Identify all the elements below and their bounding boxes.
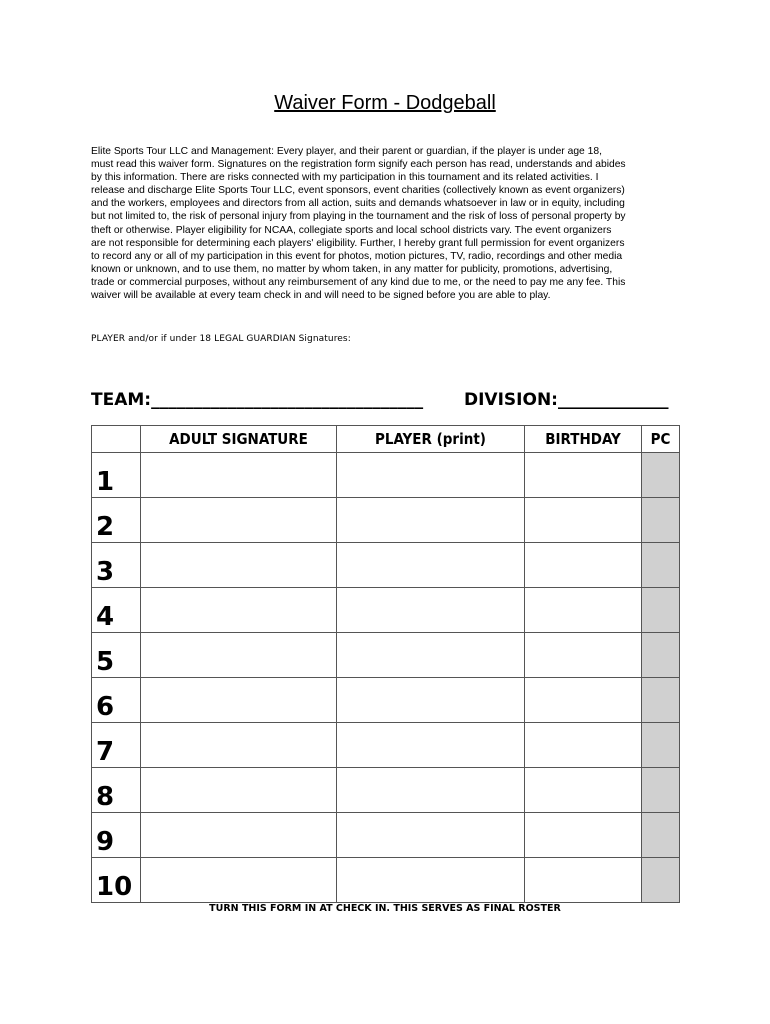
row-number: 2 bbox=[92, 498, 141, 543]
table-row bbox=[92, 723, 680, 768]
player-print-cell[interactable] bbox=[337, 543, 525, 588]
birthday-cell[interactable] bbox=[525, 858, 642, 903]
table-row bbox=[92, 813, 680, 858]
waiver-line: to record any or all of my participation in this event for photos, motion pictures, TV, radio, recordings and other media bbox=[91, 250, 623, 262]
adult-signature-cell[interactable] bbox=[141, 768, 337, 813]
waiver-line: theft or otherwise. Player eligibility for NCAA, collegiate sports and local school districts vary. The event organizers bbox=[91, 224, 612, 236]
pc-cell bbox=[642, 633, 680, 678]
birthday-cell[interactable] bbox=[525, 678, 642, 723]
pc-cell bbox=[642, 813, 680, 858]
row-number: 3 bbox=[92, 543, 141, 588]
adult-signature-cell[interactable] bbox=[141, 453, 337, 498]
pc-cell bbox=[642, 858, 680, 903]
row-number: 8 bbox=[92, 768, 141, 813]
birthday-cell[interactable] bbox=[525, 723, 642, 768]
row-number: 1 bbox=[92, 453, 141, 498]
table-row bbox=[92, 633, 680, 678]
adult-signature-cell[interactable] bbox=[141, 543, 337, 588]
player-print-cell[interactable] bbox=[337, 633, 525, 678]
birthday-cell[interactable] bbox=[525, 813, 642, 858]
player-print-cell[interactable] bbox=[337, 723, 525, 768]
header-pc: PC bbox=[642, 426, 680, 453]
team-field[interactable]: TEAM:________________________________ bbox=[91, 390, 424, 410]
row-number: 10 bbox=[92, 858, 141, 903]
header-player-print: PLAYER (print) bbox=[337, 426, 525, 453]
waiver-line: release and discharge Elite Sports Tour LLC, event sponsors, event charities (collectively known as event organizers) bbox=[91, 185, 625, 197]
waiver-line: by this information. There are risks connected with my participation in this tournament and its related activities. I bbox=[91, 172, 599, 184]
header-birthday: BIRTHDAY bbox=[525, 426, 642, 453]
row-number: 5 bbox=[92, 633, 141, 678]
waiver-line: waiver will be available at every team check in and will need to be signed before you are able to play. bbox=[91, 290, 551, 302]
waiver-line: trade or commercial purposes, without any reimbursement of any kind due to me, or the need to pay me any fee. This bbox=[91, 276, 626, 288]
table-row bbox=[92, 543, 680, 588]
birthday-cell[interactable] bbox=[525, 768, 642, 813]
adult-signature-cell[interactable] bbox=[141, 498, 337, 543]
pc-cell bbox=[642, 723, 680, 768]
row-number: 7 bbox=[92, 723, 141, 768]
player-print-cell[interactable] bbox=[337, 588, 525, 633]
table-header-row bbox=[92, 426, 680, 453]
header-adult-signature: ADULT SIGNATURE bbox=[141, 426, 337, 453]
waiver-line: but not limited to, the risk of personal injury from playing in the tournament and the risk of loss of personal property by bbox=[91, 211, 626, 223]
pc-cell bbox=[642, 588, 680, 633]
adult-signature-cell[interactable] bbox=[141, 588, 337, 633]
table-row bbox=[92, 768, 680, 813]
player-print-cell[interactable] bbox=[337, 678, 525, 723]
roster-table bbox=[91, 425, 680, 903]
birthday-cell[interactable] bbox=[525, 588, 642, 633]
birthday-cell[interactable] bbox=[525, 543, 642, 588]
pc-cell bbox=[642, 543, 680, 588]
adult-signature-cell[interactable] bbox=[141, 813, 337, 858]
waiver-line: Elite Sports Tour LLC and Management: Every player, and their parent or guardian, if the player is under age 18, bbox=[91, 146, 602, 157]
row-number: 4 bbox=[92, 588, 141, 633]
row-number: 9 bbox=[92, 813, 141, 858]
table-row bbox=[92, 588, 680, 633]
page-title: Waiver Form - Dodgeball bbox=[274, 92, 496, 114]
waiver-line: and the workers, employees and directors from all action, suits and demands whatsoever in law or in equity, including bbox=[91, 198, 625, 210]
division-field[interactable]: DIVISION:_____________ bbox=[464, 390, 669, 410]
adult-signature-cell[interactable] bbox=[141, 858, 337, 903]
adult-signature-cell[interactable] bbox=[141, 633, 337, 678]
player-print-cell[interactable] bbox=[337, 858, 525, 903]
table-row bbox=[92, 678, 680, 723]
adult-signature-cell[interactable] bbox=[141, 678, 337, 723]
birthday-cell[interactable] bbox=[525, 453, 642, 498]
pc-cell bbox=[642, 453, 680, 498]
row-number: 6 bbox=[92, 678, 141, 723]
waiver-text bbox=[91, 145, 683, 302]
pc-cell bbox=[642, 768, 680, 813]
table-row bbox=[92, 453, 680, 498]
signature-label: PLAYER and/or if under 18 LEGAL GUARDIAN Signatures: bbox=[91, 334, 351, 344]
player-print-cell[interactable] bbox=[337, 813, 525, 858]
birthday-cell[interactable] bbox=[525, 498, 642, 543]
player-print-cell[interactable] bbox=[337, 453, 525, 498]
footer-note: TURN THIS FORM IN AT CHECK IN. THIS SERVES AS FINAL ROSTER bbox=[209, 903, 561, 914]
player-print-cell[interactable] bbox=[337, 768, 525, 813]
table-row bbox=[92, 498, 680, 543]
pc-cell bbox=[642, 498, 680, 543]
header-number bbox=[92, 426, 141, 453]
player-print-cell[interactable] bbox=[337, 498, 525, 543]
adult-signature-cell[interactable] bbox=[141, 723, 337, 768]
birthday-cell[interactable] bbox=[525, 633, 642, 678]
waiver-line: must read this waiver form. Signatures on the registration form signify each person has read, understands and abides bbox=[91, 159, 626, 171]
waiver-line: are not responsible for determining each players' eligibility. Further, I hereby grant full permission for event organizers bbox=[91, 237, 625, 249]
table-row bbox=[92, 858, 680, 903]
waiver-line: known or unknown, and to use them, no matter by whom taken, in any matter for publicity, promotions, advertising, bbox=[91, 263, 613, 275]
pc-cell bbox=[642, 678, 680, 723]
